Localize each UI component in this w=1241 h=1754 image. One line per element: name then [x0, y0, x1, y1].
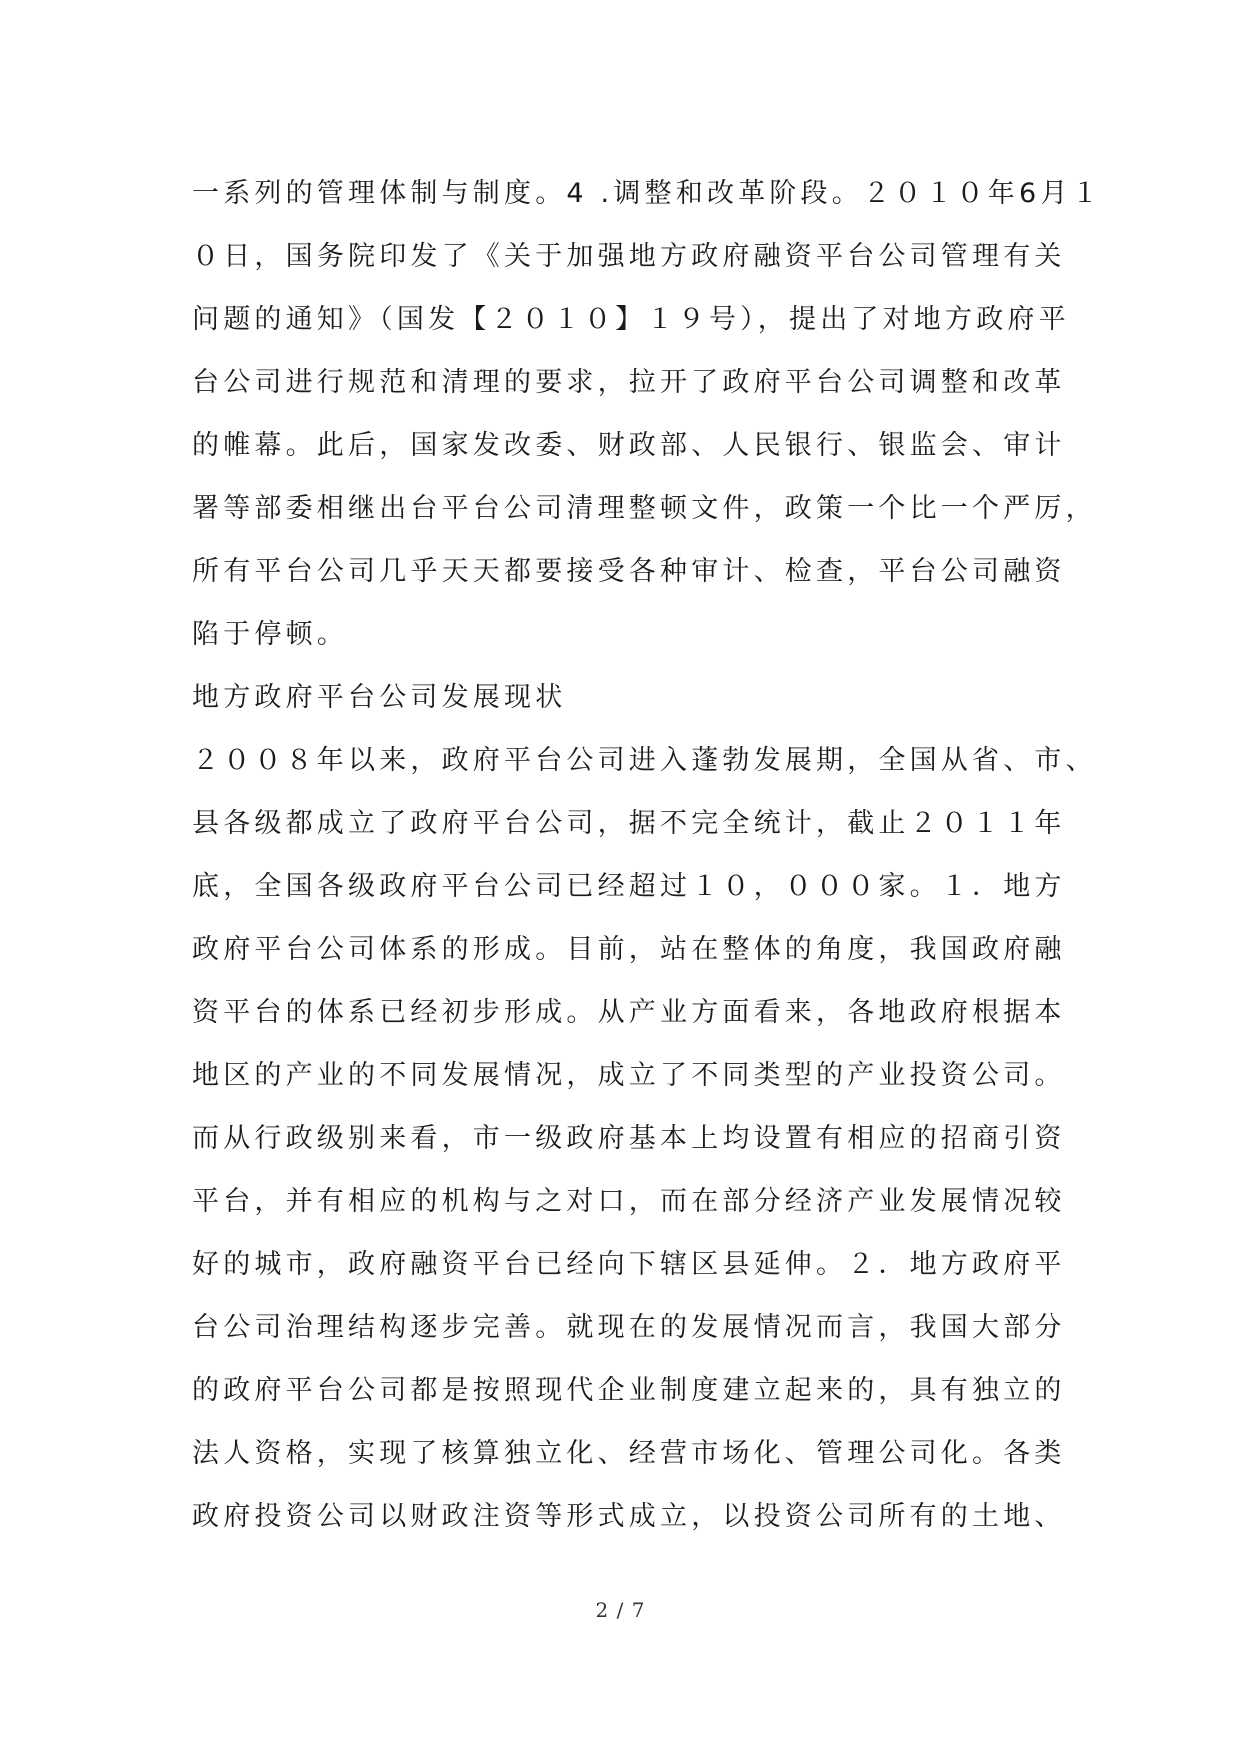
text-line: 所有平台公司几乎天天都要接受各种审计、检查，平台公司融资 — [192, 556, 1066, 587]
text-line: 一系列的管理体制与制度。4 .调整和改革阶段。２０１０年6月１ — [192, 178, 1103, 209]
section-heading: 地方政府平台公司发展现状 — [192, 682, 567, 713]
text-line: ２００８年以来，政府平台公司进入蓬勃发展期，全国从省、市、 — [192, 745, 1097, 776]
text-line: 政府平台公司体系的形成。目前，站在整体的角度，我国政府融 — [192, 934, 1066, 965]
text-line: 问题的通知》（国发【２０１０】１９号），提出了对地方政府平 — [192, 304, 1070, 335]
body-text — [192, 162, 1103, 1548]
text-line: 的政府平台公司都是按照现代企业制度建立起来的，具有独立的 — [192, 1375, 1066, 1406]
text-line: 县各级都成立了政府平台公司，据不完全统计，截止２０１１年 — [192, 808, 1066, 839]
text-line: 而从行政级别来看，市一级政府基本上均设置有相应的招商引资 — [192, 1123, 1066, 1154]
text-line: 好的城市，政府融资平台已经向下辖区县延伸。２．地方政府平 — [192, 1249, 1066, 1280]
page-number: 2 / 7 — [595, 1598, 646, 1622]
text-line: 的帷幕。此后，国家发改委、财政部、人民银行、银监会、审计 — [192, 430, 1066, 461]
text-line: 陷于停顿。 — [192, 619, 348, 650]
text-line: 署等部委相继出台平台公司清理整顿文件，政策一个比一个严厉， — [192, 493, 1097, 524]
text-line: 法人资格，实现了核算独立化、经营市场化、管理公司化。各类 — [192, 1438, 1066, 1469]
text-line: 台公司治理结构逐步完善。就现在的发展情况而言，我国大部分 — [192, 1312, 1066, 1343]
text-line: 资平台的体系已经初步形成。从产业方面看来，各地政府根据本 — [192, 997, 1066, 1028]
text-line: 底，全国各级政府平台公司已经超过１０，０００家。１．地方 — [192, 871, 1066, 902]
text-line: 政府投资公司以财政注资等形式成立，以投资公司所有的土地、 — [192, 1501, 1066, 1532]
text-line: 平台，并有相应的机构与之对口，而在部分经济产业发展情况较 — [192, 1186, 1066, 1217]
text-line: 台公司进行规范和清理的要求，拉开了政府平台公司调整和改革 — [192, 367, 1066, 398]
text-line: ０日，国务院印发了《关于加强地方政府融资平台公司管理有关 — [192, 241, 1066, 272]
text-line: 地区的产业的不同发展情况，成立了不同类型的产业投资公司。 — [192, 1060, 1066, 1091]
